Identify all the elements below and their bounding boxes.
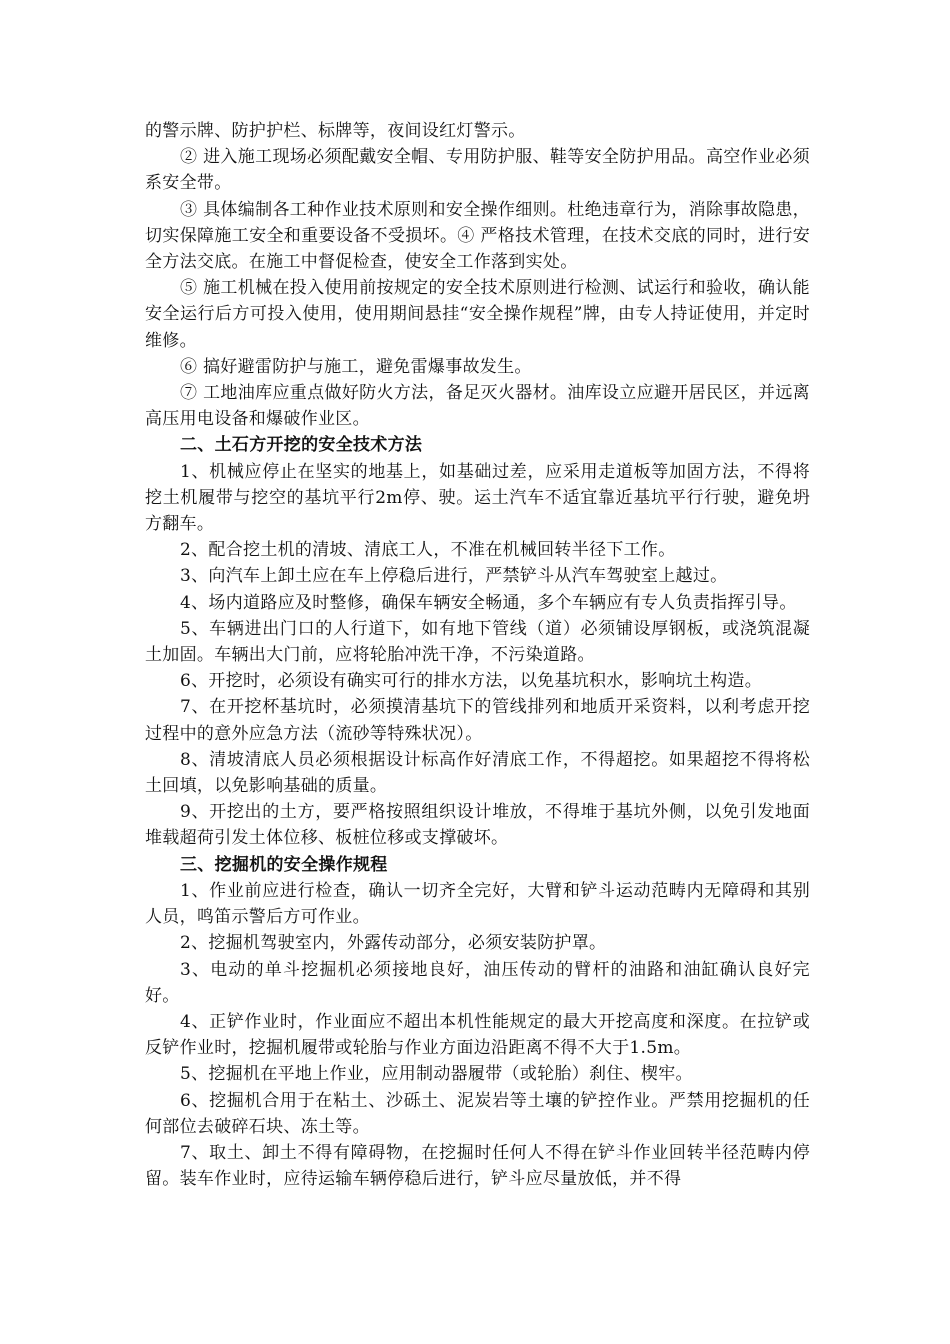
body-paragraph: 3、向汽车上卸土应在车上停稳后进行，严禁铲斗从汽车驾驶室上越过。	[180, 566, 728, 587]
body-paragraph: 5、车辆进出门口的人行道下，如有地下管线（道）必须铺设厚钢板，或浇筑混凝土加固。车辆出大门前，应将轮胎冲洗干净，不污染道路。	[145, 618, 810, 666]
body-paragraph: 4、正铲作业时，作业面应不超出本机性能规定的最大开挖高度和深度。在拉铲或反铲作业时，挖掘机履带或轮胎与作业方面边沿距离不得不大于1.5m。	[145, 1011, 810, 1059]
body-paragraph: ⑤ 施工机械在投入使用前按规定的安全技术原则进行检测、试运行和验收，确认能安全运行后方可投入使用，使用期间悬挂“安全操作规程”牌，由专人持证使用，并定时维修。	[145, 278, 810, 351]
body-paragraph: 2、配合挖土机的清坡、清底工人，不准在机械回转半径下工作。	[180, 540, 676, 561]
body-paragraph: 4、场内道路应及时整修，确保车辆安全畅通，多个车辆应有专人负责指挥引导。	[180, 592, 797, 613]
body-paragraph: 7、在开挖杯基坑时，必须摸清基坑下的管线排列和地质开采资料，以利考虑开挖过程中的意外应急方法（流砂等特殊状况）。	[145, 697, 810, 744]
section-heading: 二、土石方开挖的安全技术方法	[180, 435, 423, 456]
body-paragraph: 3、电动的单斗挖掘机必须接地良好，油压传动的臂杆的油路和油缸确认良好完好。	[145, 959, 810, 1006]
body-paragraph: 1、作业前应进行检查，确认一切齐全完好，大臂和铲斗运动范畴内无障碍和其别人员，鸣笛示警后方可作业。	[145, 880, 810, 928]
body-paragraph: ⑥ 搞好避雷防护与施工，避免雷爆事故发生。	[180, 356, 532, 377]
body-paragraph: 9、开挖出的土方，要严格按照组织设计堆放，不得堆于基坑外侧，以免引发地面堆载超荷引发土体位移、板桩位移或支撑破坏。	[145, 802, 810, 849]
body-paragraph: 7、取土、卸土不得有障碍物，在挖掘时任何人不得在铲斗作业回转半径范畴内停留。装车作业时，应待运输车辆停稳后进行，铲斗应尽量放低，并不得	[145, 1142, 810, 1190]
document-body	[145, 118, 810, 1192]
body-paragraph: 6、开挖时，必须设有确实可行的排水方法，以免基坑积水，影响坑土构造。	[180, 671, 763, 692]
section-heading: 三、挖掘机的安全操作规程	[180, 854, 388, 875]
body-paragraph: ⑦ 工地油库应重点做好防火方法，备足灭火器材。油库设立应避开居民区，并远离高压用电设备和爆破作业区。	[145, 383, 810, 430]
body-paragraph: 5、挖掘机在平地上作业，应用制动器履带（或轮胎）刹住、楔牢。	[180, 1064, 693, 1085]
body-paragraph: 8、清坡清底人员必须根据设计标高作好清底工作，不得超挖。如果超挖不得将松土回填，以免影响基础的质量。	[145, 749, 810, 797]
body-paragraph: ② 进入施工现场必须配戴安全帽、专用防护服、鞋等安全防护用品。高空作业必须系安全带。	[145, 147, 810, 194]
body-paragraph: 的警示牌、防护护栏、标牌等，夜间设红灯警示。	[145, 121, 526, 141]
body-paragraph: ③ 具体编制各工种作业技术原则和安全操作细则。杜绝违章行为，消除事故隐患，切实保障施工安全和重要设备不受损坏。④ 严格技术管理，在技术交底的同时，进行安全方法交底。在施工中督促检查，使安全工作落到实处。	[145, 199, 810, 273]
body-paragraph: 2、挖掘机驾驶室内，外露传动部分，必须安装防护罩。	[180, 933, 607, 954]
body-paragraph: 6、挖掘机合用于在粘土、沙砾土、泥炭岩等土壤的铲控作业。严禁用挖掘机的任何部位去破碎石块、冻土等。	[145, 1090, 810, 1137]
body-paragraph: 1、机械应停止在坚实的地基上，如基础过差，应采用走道板等加固方法，不得将挖土机履带与挖空的基坑平行2m停、驶。运土汽车不适宜靠近基坑平行行驶，避免坍方翻车。	[145, 461, 810, 535]
